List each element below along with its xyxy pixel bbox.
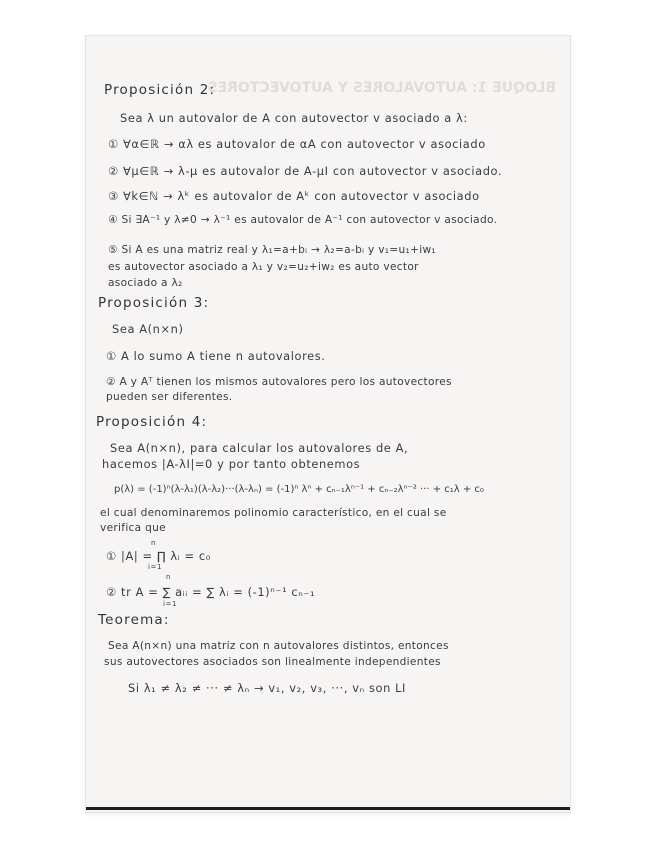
determinant-property: ① |A| = ∏ λᵢ = c₀ bbox=[106, 549, 211, 563]
prop2-item-5-line-2: es autovector asociado a λ₁ y v₂=u₂+iw₂ es auto vector bbox=[108, 261, 419, 273]
notebook-page bbox=[86, 36, 570, 812]
prop3-intro: Sea A(n×n) bbox=[112, 322, 184, 336]
prop3-item-2-line-1: ② A y Aᵀ tienen los mismos autovalores pero los autovectores bbox=[106, 376, 452, 388]
bleed-through-header: BLOQUE 1: AUTOVALORES Y AUTOVECTORES bbox=[207, 80, 556, 96]
prop2-title: Proposición 2: bbox=[104, 82, 216, 98]
trace-sum-upper-limit: n bbox=[166, 573, 172, 581]
prop3-item-2-line-2: pueden ser diferentes. bbox=[106, 391, 233, 403]
trace-property: ② tr A = ∑ aᵢᵢ = ∑ λᵢ = (-1)ⁿ⁻¹ cₙ₋₁ bbox=[106, 585, 316, 599]
trace-sum-lower-limit: i=1 bbox=[163, 600, 178, 608]
characteristic-polynomial: p(λ) = (-1)ⁿ(λ-λ₁)(λ-λ₂)···(λ-λₙ) = (-1)ⁿ λⁿ + cₙ₋₁λⁿ⁻¹ + cₙ₋₂λⁿ⁻² ··· + c₁λ + c₀ bbox=[114, 484, 484, 495]
prop2-item-2: ② ∀μ∈ℝ → λ-μ es autovalor de A-μI con autovector v asociado. bbox=[108, 164, 503, 178]
theorem-line-1: Sea A(n×n) una matriz con n autovalores distintos, entonces bbox=[108, 640, 449, 652]
theorem-title: Teorema: bbox=[98, 612, 170, 628]
prop2-item-3: ③ ∀k∈ℕ → λᵏ es autovalor de Aᵏ con autovector v asociado bbox=[108, 189, 480, 203]
prop4-line-1: Sea A(n×n), para calcular los autovalores de A, bbox=[110, 441, 409, 455]
page-bottom-edge bbox=[86, 807, 570, 810]
prop4-after-line-1: el cual denominaremos polinomio característico, en el cual se bbox=[100, 507, 447, 519]
prop2-item-4: ④ Si ∃A⁻¹ y λ≠0 → λ⁻¹ es autovalor de A⁻¹ con autovector v asociado. bbox=[108, 214, 498, 226]
prop2-intro: Sea λ un autovalor de A con autovector v asociado a λ: bbox=[120, 111, 468, 125]
determinant-product-upper-limit: n bbox=[151, 539, 157, 547]
prop3-title: Proposición 3: bbox=[98, 295, 210, 311]
prop2-item-5-line-1: ⑤ Si A es una matriz real y λ₁=a+bᵢ → λ₂=a-bᵢ y v₁=u₁+iw₁ bbox=[108, 244, 436, 256]
determinant-product-lower-limit: i=1 bbox=[148, 563, 163, 571]
theorem-statement: Si λ₁ ≠ λ₂ ≠ ··· ≠ λₙ → v₁, v₂, v₃, ···, vₙ son LI bbox=[128, 681, 407, 695]
prop4-line-2: hacemos |A-λI|=0 y por tanto obtenemos bbox=[102, 457, 361, 471]
theorem-line-2: sus autovectores asociados son linealmente independientes bbox=[104, 656, 441, 668]
prop4-title: Proposición 4: bbox=[96, 414, 208, 430]
prop2-item-1: ① ∀α∈ℝ → αλ es autovalor de αA con autovector v asociado bbox=[108, 137, 486, 151]
prop4-after-line-2: verifica que bbox=[100, 522, 166, 534]
prop3-item-1: ① A lo sumo A tiene n autovalores. bbox=[106, 349, 326, 363]
prop2-item-5-line-3: asociado a λ₂ bbox=[108, 277, 183, 289]
